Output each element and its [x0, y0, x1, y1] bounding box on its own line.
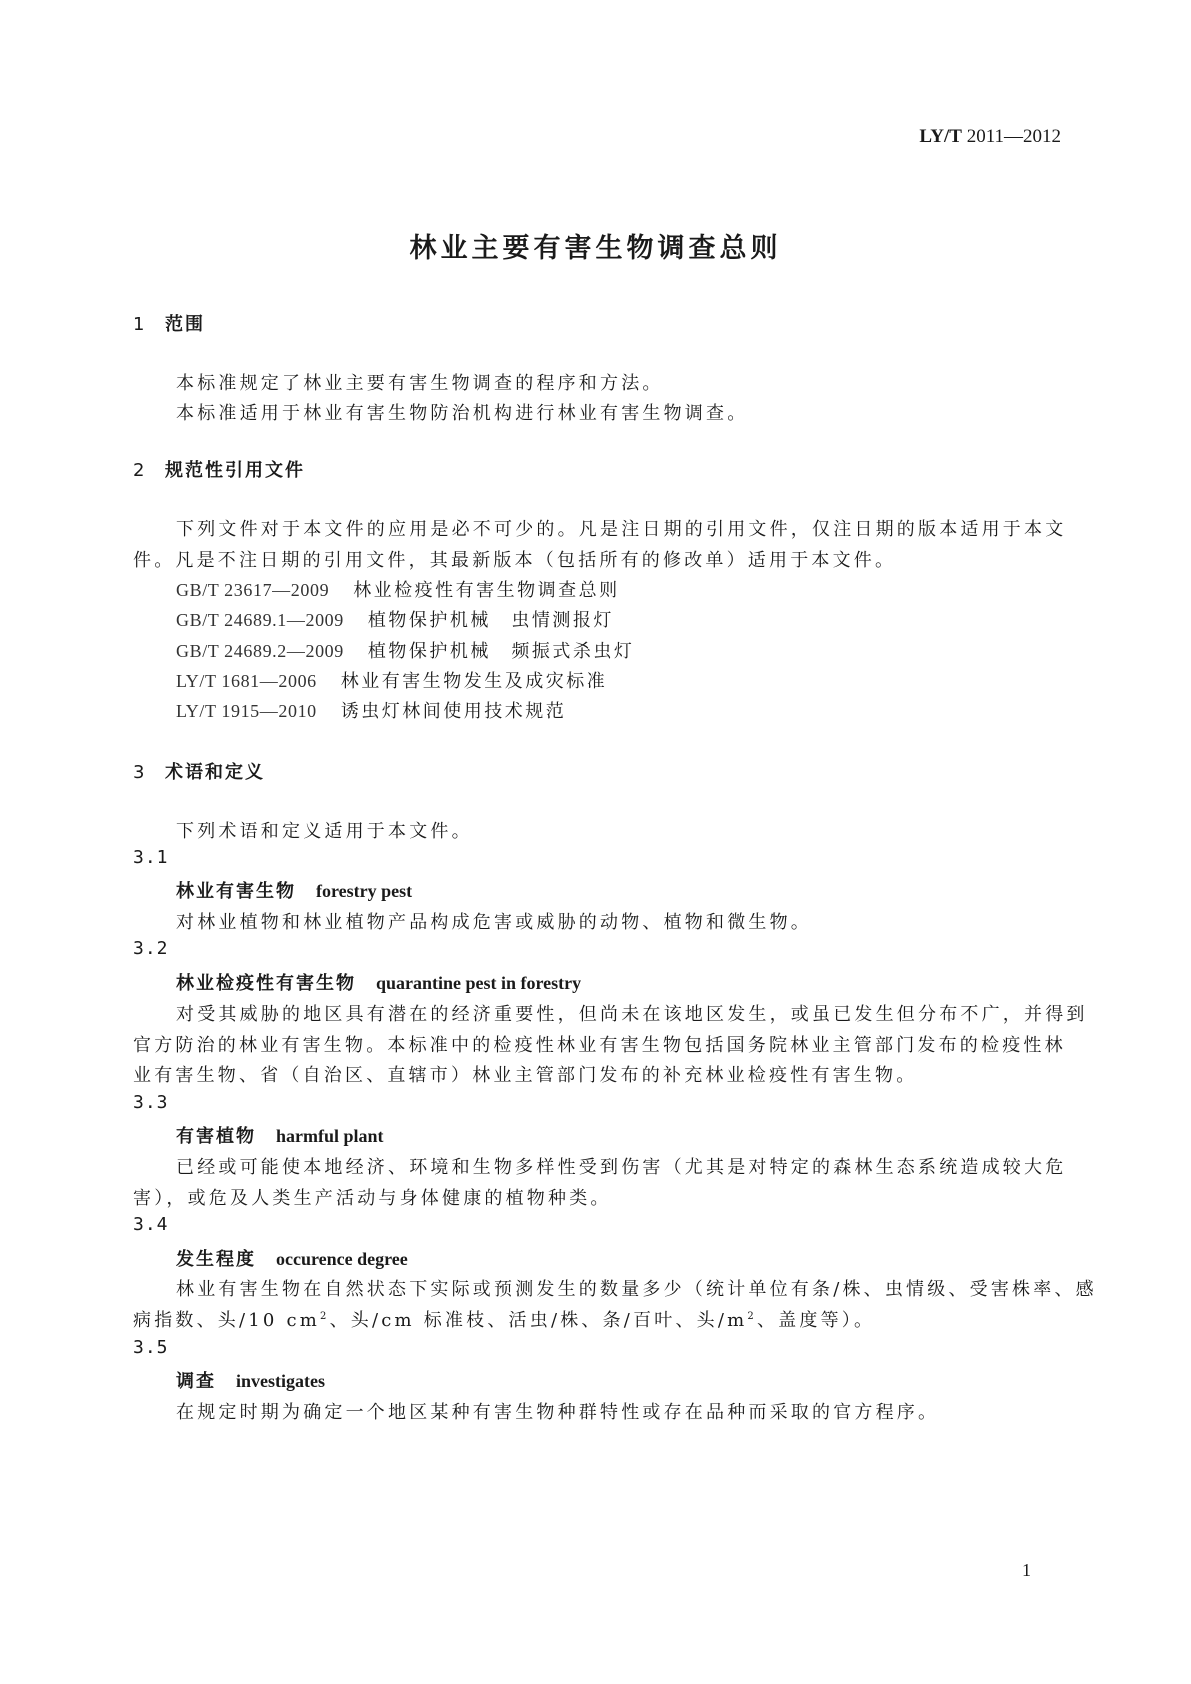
term-chinese: 林业检疫性有害生物 — [176, 973, 356, 994]
reference-title: 林业有害生物发生及成灾标准 — [340, 671, 608, 692]
section-number: 2 — [133, 460, 147, 481]
paragraph-line: 下列文件对于本文件的应用是必不可少的。凡是注日期的引用文件，仅注日期的版本适用于本文 — [176, 519, 1067, 540]
term-heading — [176, 1122, 384, 1148]
term-chinese: 调查 — [176, 1371, 216, 1392]
term-definition: 业有害生物、省（自治区、直辖市）林业主管部门发布的补充林业检疫性有害生物。 — [133, 1065, 918, 1086]
page-number: 1 — [1022, 1560, 1031, 1580]
term-number: 3.3 — [133, 1092, 169, 1113]
standard-code — [919, 126, 1061, 148]
reference-title: 林业检疫性有害生物调查总则 — [353, 580, 620, 601]
section-title: 规范性引用文件 — [165, 460, 305, 481]
reference-title: 植物保护机械 频振式杀虫灯 — [367, 641, 635, 662]
term-heading — [176, 1367, 325, 1393]
reference-code: LY/T 1915—2010 — [176, 701, 317, 721]
reference-item — [176, 637, 634, 663]
term-definition: 害），或危及人类生产活动与身体健康的植物种类。 — [133, 1188, 612, 1209]
document-title: 林业主要有害生物调查总则 — [409, 233, 782, 264]
term-number: 3.4 — [133, 1214, 169, 1235]
term-number: 3.1 — [133, 847, 169, 868]
term-number: 3.5 — [133, 1337, 169, 1358]
term-english: occurence degree — [276, 1249, 408, 1269]
text-run: 、盖度等）。 — [756, 1310, 876, 1331]
reference-title: 诱虫灯林间使用技术规范 — [340, 701, 567, 722]
term-english: investigates — [236, 1371, 325, 1391]
term-heading — [176, 1245, 408, 1271]
term-english: harmful plant — [276, 1126, 384, 1146]
term-definition — [133, 1306, 875, 1332]
reference-code: GB/T 24689.2—2009 — [176, 641, 344, 661]
term-heading — [176, 969, 581, 995]
standard-prefix: LY/T — [919, 126, 962, 147]
reference-item — [176, 697, 566, 723]
term-number: 3.2 — [133, 938, 169, 959]
reference-item — [176, 606, 614, 632]
superscript: 2 — [747, 1311, 757, 1322]
section-number: 1 — [133, 314, 147, 335]
term-definition: 林业有害生物在自然状态下实际或预测发生的数量多少（统计单位有条/株、虫情级、受害株率、感 — [176, 1279, 1097, 1300]
term-definition: 已经或可能使本地经济、环境和生物多样性受到伤害（尤其是对特定的森林生态系统造成较大危 — [176, 1157, 1067, 1178]
section-number: 3 — [133, 762, 147, 783]
term-english: forestry pest — [316, 881, 413, 901]
reference-item — [176, 667, 607, 693]
reference-item — [176, 576, 620, 602]
text-run: 、头/cm 标准枝、活虫/株、条/百叶、头/m — [329, 1310, 748, 1331]
text-run: 病指数、头/10 cm — [133, 1310, 321, 1331]
reference-title: 植物保护机械 虫情测报灯 — [367, 610, 614, 631]
section-1-heading — [133, 310, 205, 336]
reference-code: GB/T 23617—2009 — [176, 580, 330, 600]
term-definition: 官方防治的林业有害生物。本标准中的检疫性林业有害生物包括国务院林业主管部门发布的检疫性林 — [133, 1035, 1066, 1056]
term-definition: 对受其威胁的地区具有潜在的经济重要性，但尚未在该地区发生，或虽已发生但分布不广，并得到 — [176, 1004, 1088, 1025]
term-definition: 在规定时期为确定一个地区某种有害生物种群特性或存在品种而采取的官方程序。 — [176, 1402, 940, 1423]
term-english: quarantine pest in forestry — [376, 973, 582, 993]
term-chinese: 发生程度 — [176, 1249, 256, 1270]
paragraph: 下列术语和定义适用于本文件。 — [176, 821, 473, 842]
section-2-heading — [133, 456, 305, 482]
superscript: 2 — [320, 1311, 330, 1322]
term-chinese: 有害植物 — [176, 1126, 256, 1147]
section-title: 范围 — [165, 314, 205, 335]
term-definition: 对林业植物和林业植物产品构成危害或威胁的动物、植物和微生物。 — [176, 912, 812, 933]
standard-number: 2011—2012 — [966, 126, 1061, 147]
reference-code: LY/T 1681—2006 — [176, 671, 317, 691]
paragraph: 本标准适用于林业有害生物防治机构进行林业有害生物调查。 — [176, 403, 749, 424]
paragraph: 本标准规定了林业主要有害生物调查的程序和方法。 — [176, 373, 664, 394]
section-3-heading — [133, 758, 265, 784]
section-title: 术语和定义 — [165, 762, 265, 783]
term-chinese: 林业有害生物 — [176, 881, 296, 902]
term-heading — [176, 877, 412, 903]
paragraph-line: 件。凡是不注日期的引用文件，其最新版本（包括所有的修改单）适用于本文件。 — [133, 550, 897, 571]
reference-code: GB/T 24689.1—2009 — [176, 610, 344, 630]
